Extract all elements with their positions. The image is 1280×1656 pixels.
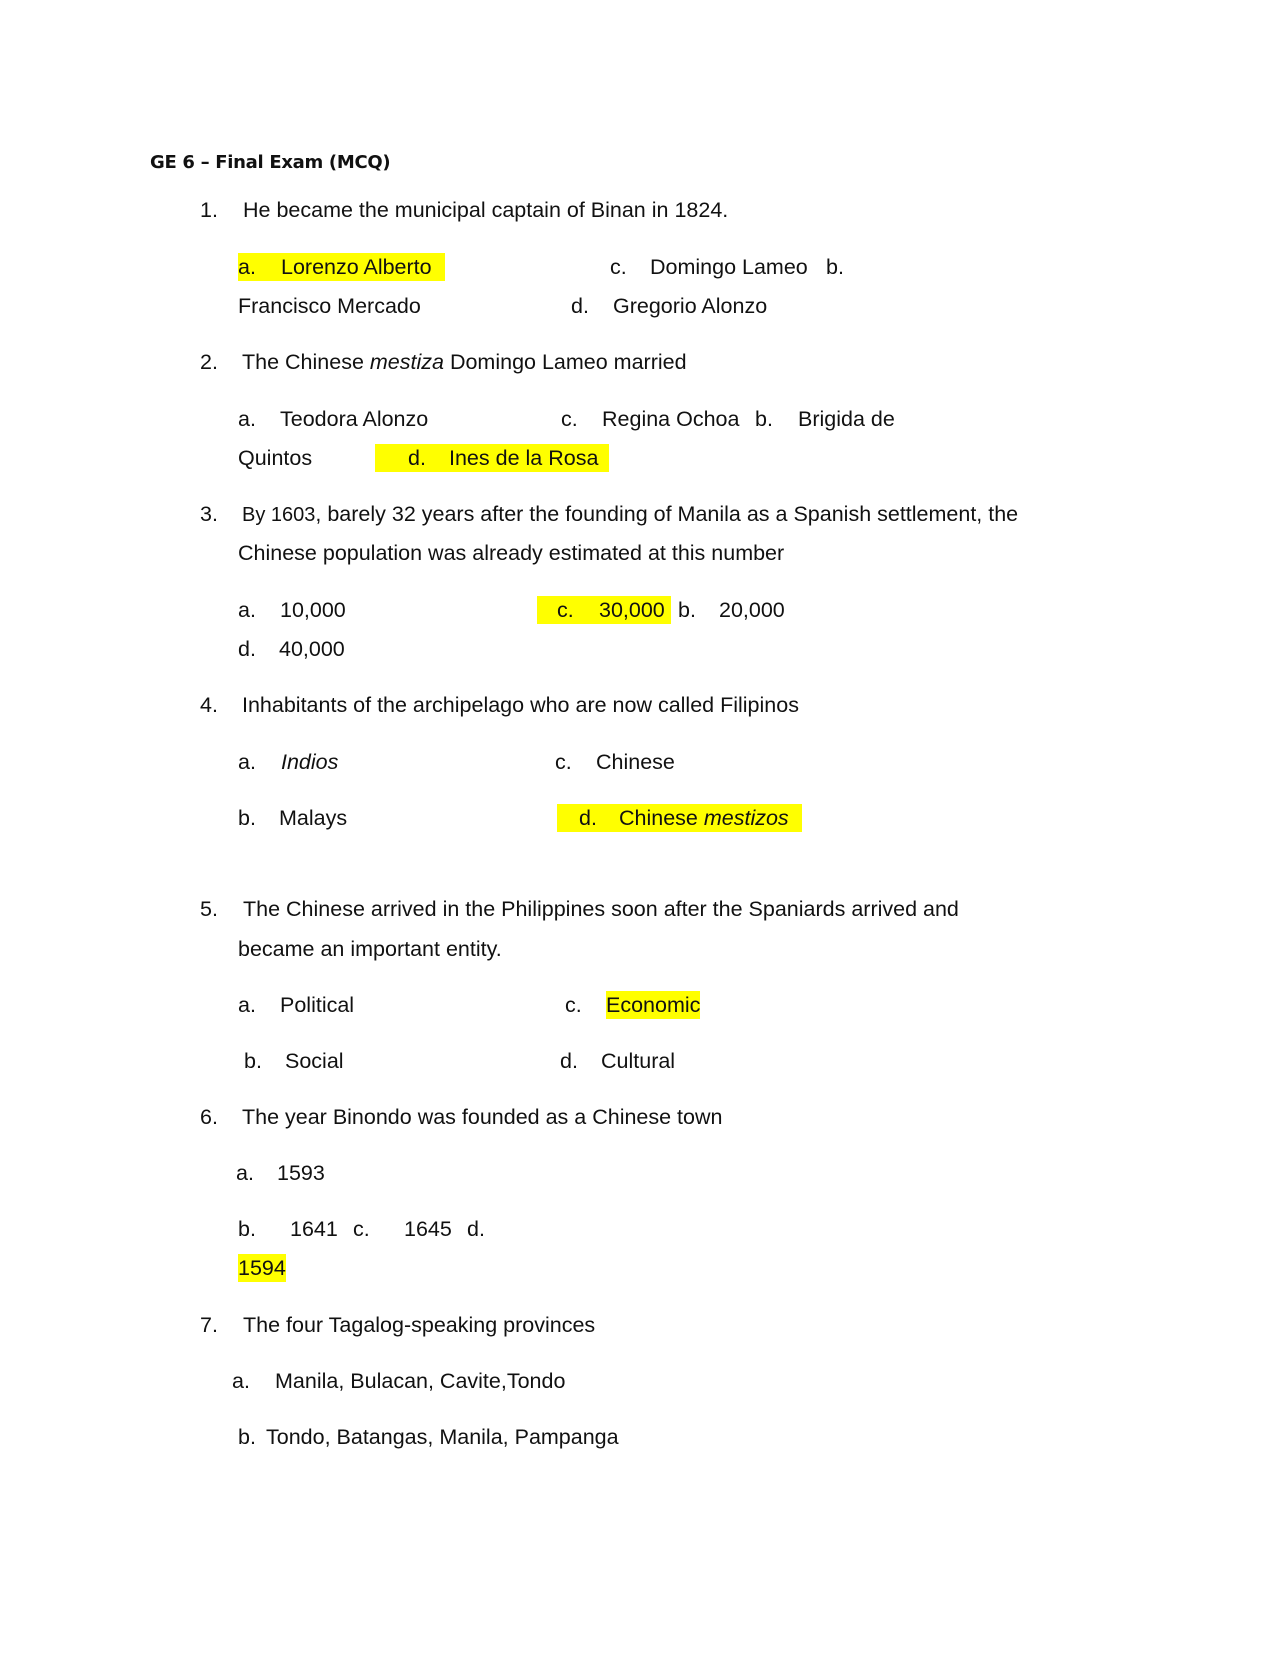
q4-option-b-letter: b. xyxy=(238,806,256,830)
q2-text: The Chinese mestiza Domingo Lameo married xyxy=(242,350,687,374)
q6-option-a-text: 1593 xyxy=(277,1161,325,1185)
q7-number: 7. xyxy=(200,1313,218,1337)
q4-option-c-letter: c. xyxy=(555,750,572,774)
q2-option-c-text: Regina Ochoa xyxy=(602,407,740,431)
q7-option-a-letter: a. xyxy=(232,1369,250,1393)
q1-option-b-text: Francisco Mercado xyxy=(238,294,421,318)
q1-option-c-text: Domingo Lameo xyxy=(650,255,808,279)
q1-option-d-letter: d. xyxy=(571,294,589,318)
q6-option-a-letter: a. xyxy=(236,1161,254,1185)
q3-option-a-text: 10,000 xyxy=(280,598,346,622)
q3-number: 3. xyxy=(200,502,218,526)
q6-option-c-letter: c. xyxy=(353,1217,370,1241)
q5-option-d-text: Cultural xyxy=(601,1049,676,1073)
q4-number: 4. xyxy=(200,693,218,717)
q5-option-c-letter: c. xyxy=(565,993,582,1017)
q2-option-d-text: Ines de la Rosa xyxy=(449,446,599,470)
q2-option-a-letter: a. xyxy=(238,407,256,431)
q1-option-b-letter: b. xyxy=(826,255,844,279)
q1-option-a-letter: a. xyxy=(238,255,256,279)
q5-option-b-letter: b. xyxy=(244,1049,262,1073)
q5-option-c-text: Economic xyxy=(606,993,701,1017)
q3-text-line1: By 1603, barely 32 years after the founding of Manila as a Spanish settlement, the xyxy=(242,502,1019,526)
q5-text-line1: The Chinese arrived in the Philippines soon after the Spaniards arrived and xyxy=(243,897,959,921)
q3-option-b-letter: b. xyxy=(678,598,696,622)
q4-option-d-letter: d. xyxy=(579,806,597,830)
q3-text-line2: Chinese population was already estimated at this number xyxy=(238,541,785,565)
q2-number: 2. xyxy=(200,350,218,374)
q5-option-b-text: Social xyxy=(285,1049,344,1073)
q6-option-b-text: 1641 xyxy=(290,1217,338,1241)
q5-number: 5. xyxy=(200,897,218,921)
q1-option-d-text: Gregorio Alonzo xyxy=(613,294,768,318)
q4-option-b-text: Malays xyxy=(279,806,348,830)
q7-option-b-text: Tondo, Batangas, Manila, Pampanga xyxy=(266,1425,619,1449)
q5-option-a-text: Political xyxy=(280,993,355,1017)
q4-option-c-text: Chinese xyxy=(596,750,675,774)
q7-option-b-letter: b. xyxy=(238,1425,256,1449)
q1-option-a-text: Lorenzo Alberto xyxy=(281,255,432,279)
q6-option-b-letter: b. xyxy=(238,1217,256,1241)
q2-option-c-letter: c. xyxy=(561,407,578,431)
q1-option-a xyxy=(238,253,445,281)
q2-option-b-text: Brigida de xyxy=(798,407,895,431)
q1-text: He became the municipal captain of Binan in 1824. xyxy=(243,198,729,222)
q1-option-c-letter: c. xyxy=(610,255,627,279)
q5-option-d-letter: d. xyxy=(560,1049,578,1073)
q6-number: 6. xyxy=(200,1105,218,1129)
q4-text: Inhabitants of the archipelago who are now called Filipinos xyxy=(242,693,799,717)
q6-option-c-text: 1645 xyxy=(404,1217,452,1241)
q4-option-d xyxy=(557,804,802,832)
q6-option-d-text: 1594 xyxy=(238,1256,286,1280)
q4-option-a-text: Indios xyxy=(281,750,339,774)
q4-option-d-text: Chinese mestizos xyxy=(619,806,789,830)
q7-option-a-text: Manila, Bulacan, Cavite,Tondo xyxy=(275,1369,566,1393)
q7-text: The four Tagalog-speaking provinces xyxy=(243,1313,596,1337)
q3-option-d-text: 40,000 xyxy=(279,637,345,661)
q3-option-a-letter: a. xyxy=(238,598,256,622)
page-title: GE 6 – Final Exam (MCQ) xyxy=(150,152,391,173)
q2-option-d-letter: d. xyxy=(408,446,426,470)
q3-option-c-letter: c. xyxy=(557,598,574,622)
q2-option-d xyxy=(375,444,609,472)
q2-option-b-text-cont: Quintos xyxy=(238,446,313,470)
q3-option-d-letter: d. xyxy=(238,637,256,661)
q6-text: The year Binondo was founded as a Chinese town xyxy=(242,1105,723,1129)
q6-option-d-letter: d. xyxy=(467,1217,485,1241)
q1-number: 1. xyxy=(200,198,218,222)
q3-option-b-text: 20,000 xyxy=(719,598,785,622)
q5-option-a-letter: a. xyxy=(238,993,256,1017)
q5-text-line2: became an important entity. xyxy=(238,937,502,961)
q2-option-b-letter: b. xyxy=(755,407,773,431)
q3-option-c-text: 30,000 xyxy=(599,598,665,622)
q3-option-c xyxy=(537,596,671,624)
q4-option-a-letter: a. xyxy=(238,750,256,774)
q2-option-a-text: Teodora Alonzo xyxy=(280,407,429,431)
